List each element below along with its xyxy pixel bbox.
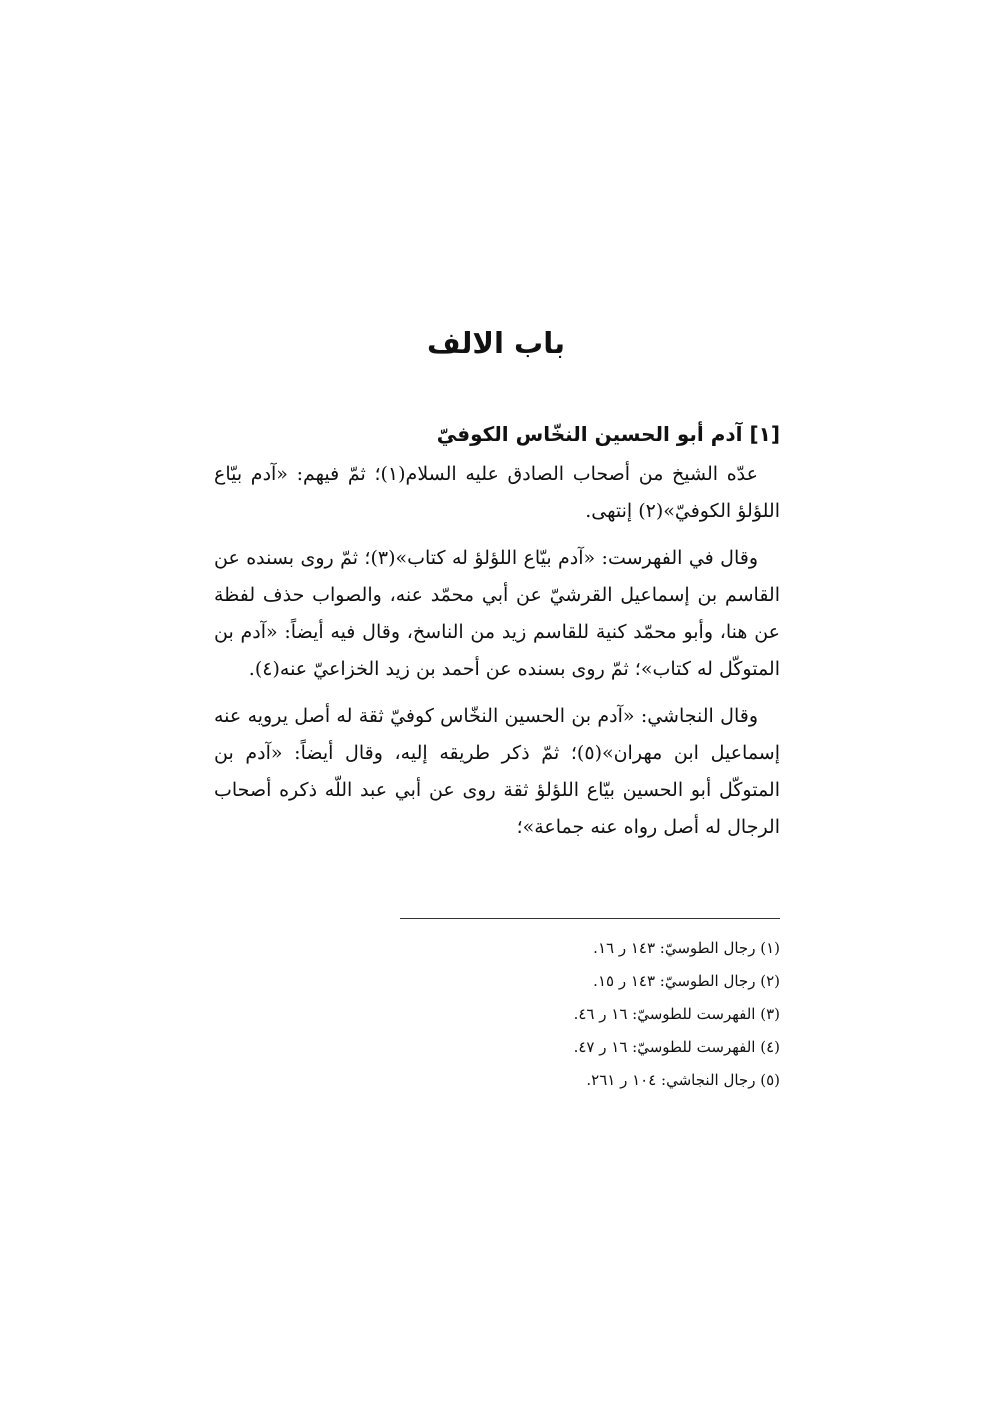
entry-body [214,412,780,856]
footnote: (٤) الفهرست للطوسيّ: ١٦ ر ٤٧. [573,1038,780,1056]
footnote: (٣) الفهرست للطوسيّ: ١٦ ر ٤٦. [573,1005,780,1023]
entry-paragraph: وقال في الفهرست: «آدم بيّاع اللؤلؤ له كتاب»(٣)؛ ثمّ روى بسنده عن القاسم بن إسماعيل القرشيّ عن أبي محمّد عنه، والصواب حذف لفظة عن هنا، وأبو محمّد كنية للقاسم زيد من الناسخ، وقال فيه أيضاً: «آدم بن المتوكّل له كتاب»؛ ثمّ روى بسنده عن أحمد بن زيد الخزاعيّ عنه(٤). [214,547,780,680]
entry-paragraph: عدّه الشيخ من أصحاب الصادق عليه السلام(١)؛ ثمّ فيهم: «آدم بيّاع اللؤلؤ الكوفيّ»(٢) إنتهى. [214,463,780,522]
entry-heading: [١] آدم أبو الحسين النخّاس الكوفيّ [436,422,780,446]
entry-paragraph: وقال النجاشي: «آدم بن الحسين النخّاس كوفيّ ثقة له أصل يرويه عنه إسماعيل ابن مهران»(٥)؛ ثمّ ذكر طريقه إليه، وقال أيضاً: «آدم بن المتوكّل أبو الحسين بيّاع اللؤلؤ ثقة روى عن أبي عبد اللّه ذكره أصحاب الرجال له أصل رواه عنه جماعة»؛ [214,705,781,838]
footnotes [400,932,780,1097]
footnote: (١) رجال الطوسيّ: ١٤٣ ر ١٦. [593,939,780,957]
footnote-divider [400,918,780,919]
footnote: (٢) رجال الطوسيّ: ١٤٣ ر ١٥. [593,972,780,990]
footnote: (٥) رجال النجاشي: ١٠٤ ر ٢٦١. [586,1071,780,1089]
chapter-title: باب الالف [427,326,565,360]
